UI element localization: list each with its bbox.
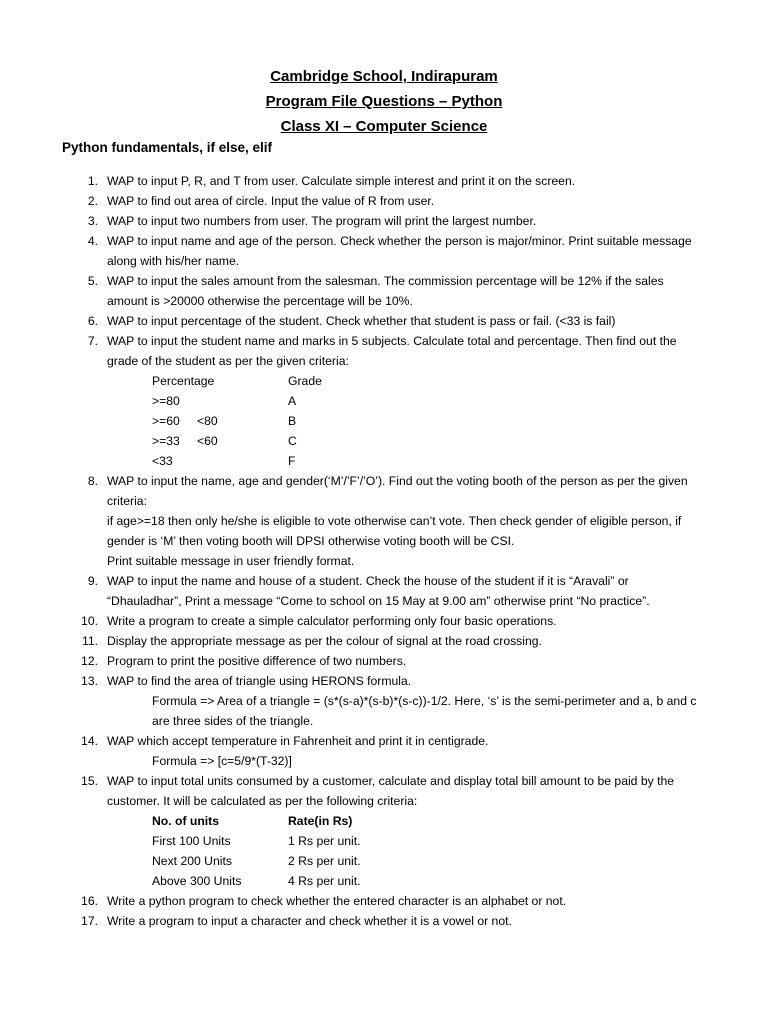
grade-upper-bound: <60 (197, 434, 218, 448)
question-text: Write a program to input a character and check whether it is a vowel or not. (107, 914, 512, 928)
question-number: 2. (87, 194, 98, 208)
grade-upper-bound: <80 (197, 414, 218, 428)
question-list (0, 171, 768, 931)
grade-letter: A (288, 394, 297, 408)
grade-lower-bound: >=80 (152, 394, 180, 408)
question-text: Write a program to create a simple calculator performing only four basic operations. (107, 614, 557, 628)
question-number: 7. (87, 334, 98, 348)
question-number: 9. (87, 574, 98, 588)
question-item (0, 911, 768, 931)
question-text: if age>=18 then only he/she is eligible to vote otherwise can’t vote. Then check gender of eligible person, if (107, 514, 682, 528)
question-text: WAP to find out area of circle. Input the value of R from user. (107, 194, 435, 208)
grade-table (107, 371, 724, 471)
grade-table-header (152, 371, 724, 391)
units-table-row (152, 851, 724, 871)
question-text: WAP to input name and age of the person. Check whether the person is major/minor. Print suitable message (107, 234, 692, 248)
grade-table-row (152, 391, 724, 411)
question-text: WAP to input total units consumed by a customer, calculate and display total bill amount to be paid by the (107, 774, 675, 788)
question-text: WAP to find the area of triangle using HERONS formula. (107, 674, 412, 688)
formula-text: Formula => [c=5/9*(T-32)] (152, 754, 292, 768)
question-number: 1. (87, 174, 98, 188)
question-text: amount is >20000 otherwise the percentage will be 10%. (107, 294, 413, 308)
units-header-units: No. of units (152, 814, 220, 828)
question-item (0, 651, 768, 671)
grade-letter: B (288, 414, 297, 428)
question-text: gender is ‘M’ then voting booth will DPSI otherwise voting booth will be CSI. (107, 534, 515, 548)
units-range: First 100 Units (152, 834, 231, 848)
question-item (0, 311, 768, 331)
question-item (0, 731, 768, 771)
units-rate: 1 Rs per unit. (288, 834, 361, 848)
question-number: 13. (81, 674, 98, 688)
question-item (0, 671, 768, 731)
question-text: WAP to input percentage of the student. Check whether that student is pass or fail. (<33 is fail) (107, 314, 616, 328)
grade-upper-bound (222, 451, 288, 471)
section-title: Python fundamentals, if else, elif (62, 140, 273, 155)
question-text: WAP to input P, R, and T from user. Calculate simple interest and print it on the screen. (107, 174, 576, 188)
question-number: 3. (87, 214, 98, 228)
units-table-header (152, 811, 724, 831)
units-table-row (152, 871, 724, 891)
question-number: 14. (81, 734, 98, 748)
grade-table-row (152, 411, 724, 431)
units-range: Above 300 Units (152, 874, 242, 888)
grade-table-row (152, 451, 724, 471)
question-number: 6. (87, 314, 98, 328)
question-text: WAP to input the sales amount from the salesman. The commission percentage will be 12% if the sales (107, 274, 664, 288)
question-number: 10. (81, 614, 98, 628)
grade-lower-bound: >=33 (152, 434, 180, 448)
question-text: Write a python program to check whether the entered character is an alphabet or not. (107, 894, 567, 908)
question-item (0, 331, 768, 471)
formula-text: Formula => Area of a triangle = (s*(s-a)*(s-b)*(s-c))-1/2. Here, ‘s’ is the semi-perimeter and a, b and c (152, 694, 697, 708)
grade-header-grade: Grade (288, 374, 322, 388)
question-text: WAP to input two numbers from user. The program will print the largest number. (107, 214, 537, 228)
grade-header-percentage: Percentage (152, 374, 215, 388)
question-text: Program to print the positive difference of two numbers. (107, 654, 407, 668)
question-number: 11. (81, 634, 98, 648)
question-text: along with his/her name. (107, 254, 240, 268)
question-text: WAP which accept temperature in Fahrenheit and print it in centigrade. (107, 734, 489, 748)
school-name: Cambridge School, Indirapuram (270, 68, 498, 85)
grade-lower-bound: >=60 (152, 414, 180, 428)
question-item (0, 271, 768, 311)
question-text: criteria: (107, 494, 147, 508)
units-range: Next 200 Units (152, 854, 232, 868)
question-text: WAP to input the name and house of a student. Check the house of the student if it is “Aravali” or (107, 574, 629, 588)
units-rate: 4 Rs per unit. (288, 874, 361, 888)
question-text: “Dhauladhar”, Print a message “Come to school on 15 May at 9.00 am” otherwise print “No practice”. (107, 594, 650, 608)
question-number: 16. (81, 894, 98, 908)
units-header-rate: Rate(in Rs) (288, 814, 353, 828)
question-item (0, 611, 768, 631)
question-item (0, 771, 768, 891)
question-number: 8. (87, 474, 98, 488)
question-text: Display the appropriate message as per the colour of signal at the road crossing. (107, 634, 542, 648)
grade-upper-bound (222, 391, 288, 411)
units-rate: 2 Rs per unit. (288, 854, 361, 868)
grade-lower-bound: <33 (152, 454, 173, 468)
grade-table-row (152, 431, 724, 451)
question-number: 15. (81, 774, 98, 788)
class-line: Class XI – Computer Science (280, 118, 488, 135)
grade-letter: F (288, 454, 296, 468)
question-item (0, 471, 768, 571)
question-number: 4. (87, 234, 98, 248)
question-number: 17. (81, 914, 98, 928)
grade-letter: C (288, 434, 297, 448)
document-header (0, 64, 768, 139)
formula-text: are three sides of the triangle. (152, 714, 314, 728)
question-item (0, 211, 768, 231)
question-text: grade of the student as per the given criteria: (107, 354, 349, 368)
question-item (0, 891, 768, 911)
question-item (0, 631, 768, 651)
question-text: WAP to input the student name and marks in 5 subjects. Calculate total and percentage. Then find out the (107, 334, 677, 348)
question-text: customer. It will be calculated as per the following criteria: (107, 794, 418, 808)
question-item (0, 171, 768, 191)
question-item (0, 191, 768, 211)
question-text: WAP to input the name, age and gender(‘M’/’F’/’O’). Find out the voting booth of the person as per the given (107, 474, 688, 488)
units-table (107, 811, 724, 891)
question-text: Print suitable message in user friendly format. (107, 554, 355, 568)
question-number: 12. (81, 654, 98, 668)
document-title: Program File Questions – Python (265, 93, 503, 110)
units-table-row (152, 831, 724, 851)
question-item (0, 231, 768, 271)
question-item (0, 571, 768, 611)
question-number: 5. (87, 274, 98, 288)
